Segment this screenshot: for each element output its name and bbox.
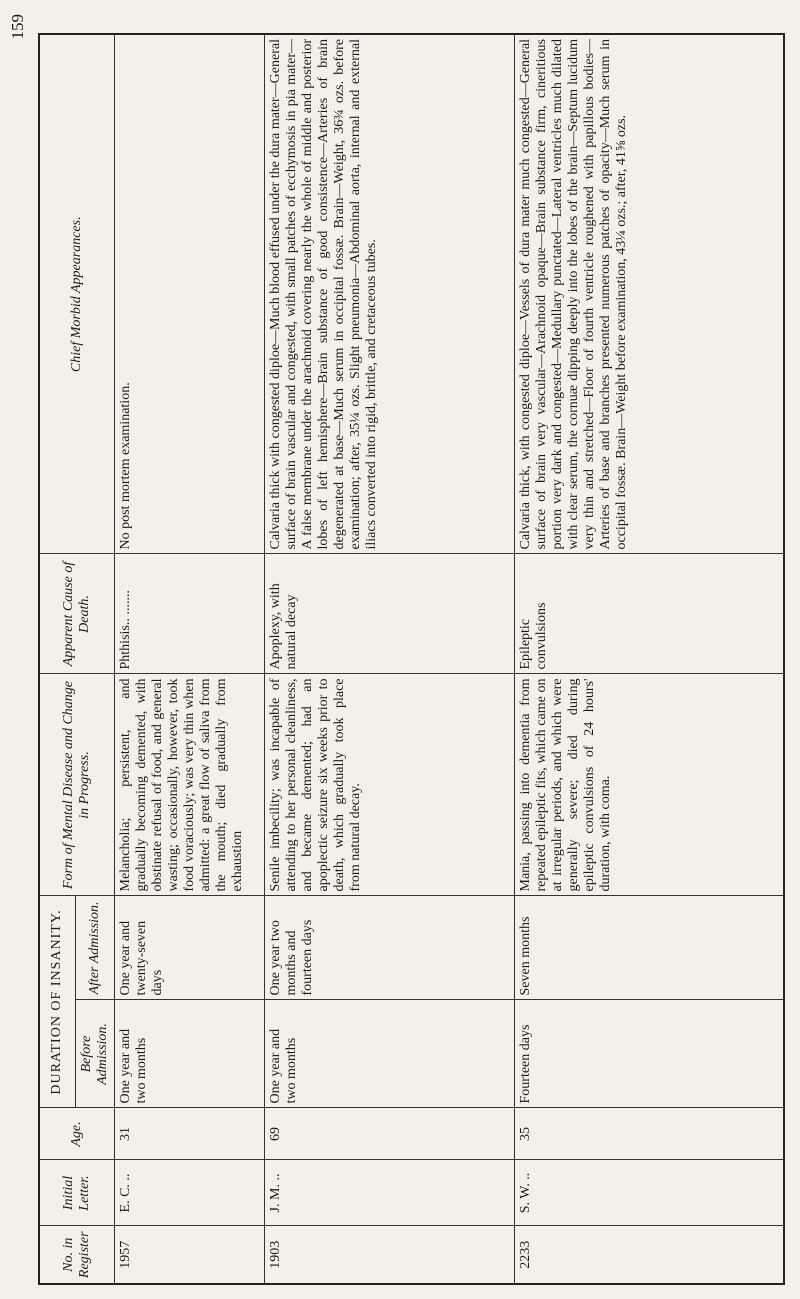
after-admission-cell: One year two months and fourteen days	[264, 896, 514, 1000]
header-duration-group: DURATION OF INSANITY.	[39, 896, 75, 1108]
page-number: 159	[8, 14, 27, 40]
form-of-disease-cell: Senile imbecility; was incapable of attending to her personal cleanliness, and became demented; had an apoplectic seizure six weeks prior to death, which gradually took place from natural decay.	[264, 674, 514, 896]
table-row	[514, 34, 784, 1284]
header-form-of-disease: Form of Mental Disease and Change in Progress.	[39, 674, 114, 896]
before-admission-cell: One year and two months	[114, 1000, 264, 1108]
morbid-appearances-cell: No post mortem examination.	[114, 34, 264, 554]
after-admission-cell: One year and twenty-seven days	[114, 896, 264, 1000]
header-initial-letter: Initial Letter.	[39, 1160, 114, 1226]
header-register-no: No. in Register	[39, 1226, 114, 1284]
form-of-disease-cell: Mania, passing into dementia from repeated epileptic fits, which came on at irregular periods, and which were generally severe; died during epileptic convulsions of 24 hours' duration, with coma.	[514, 674, 784, 896]
header-apparent-cause: Apparent Cause of Death.	[39, 554, 114, 674]
morbid-appearances-cell: Calvaria thick, with congested diploe—Vessels of dura mater much congested—General surface of brain very vascular—Arachnoid opaque—Brain substance firm, cineritious portion very dark and congested—Medullary punctated—Lateral ventricles much dilated with clear serum, the cornuæ dipping deeply into the lobes of the brain—Septum lucidum very thin and stretched—Floor of fourth ventricle roughened with papillous bodies—Arteries of base and branches presented numerous patches of opacity—Much serum in occipital fossæ. Brain—Weight before examination, 43¼ ozs.; after, 41⅝ ozs.	[514, 34, 784, 554]
form-of-disease-cell: Melancholia; persistent, and gradually becoming demented, with obstinate refusal of food, and general wasting; occasionally, however, took food voraciously; was very thin when admitted: a great flow of saliva from the mouth; died gradually from exhaustion	[114, 674, 264, 896]
register-table	[38, 33, 785, 1285]
age-cell: 69	[264, 1108, 514, 1160]
register-no-cell: 1957	[114, 1226, 264, 1284]
header-age: Age.	[39, 1108, 114, 1160]
table-row	[264, 34, 514, 1284]
apparent-cause-cell: Phthisis.. .......	[114, 554, 264, 674]
before-admission-cell: Fourteen days	[514, 1000, 784, 1108]
table-row	[114, 34, 264, 1284]
initial-letter-cell: E. C. ..	[114, 1160, 264, 1226]
header-before-admission: Before Admission.	[75, 1000, 114, 1108]
header-after-admission: After Admission.	[75, 896, 114, 1000]
age-cell: 35	[514, 1108, 784, 1160]
after-admission-cell: Seven months	[514, 896, 784, 1000]
register-no-cell: 1903	[264, 1226, 514, 1284]
header-morbid-appearances: Chief Morbid Appearances.	[39, 34, 114, 554]
before-admission-cell: One year and two months	[264, 1000, 514, 1108]
initial-letter-cell: J. M. ..	[264, 1160, 514, 1226]
age-cell: 31	[114, 1108, 264, 1160]
apparent-cause-cell: Apoplexy, with natural decay	[264, 554, 514, 674]
apparent-cause-cell: Epileptic convulsions	[514, 554, 784, 674]
morbid-appearances-cell: Calvaria thick with congested diploe—Much blood effused under the dura mater—General surface of brain vascular and congested, with small patches of ecchymosis in pia mater—A false membrane under the arachnoid covering nearly the whole of middle and posterior lobes of left hemisphere—Brain substance of good consistence—Arteries of brain degenerated at base—Much serum in occipital fossæ. Brain—Weight, 36¾ ozs. before examination; after, 35¼ ozs. Slight pneumonia—Abdominal aorta, internal and external iliacs converted into rigid, brittle, and cretaceous tubes.	[264, 34, 514, 554]
register-no-cell: 2233	[514, 1226, 784, 1284]
initial-letter-cell: S. W. ..	[514, 1160, 784, 1226]
